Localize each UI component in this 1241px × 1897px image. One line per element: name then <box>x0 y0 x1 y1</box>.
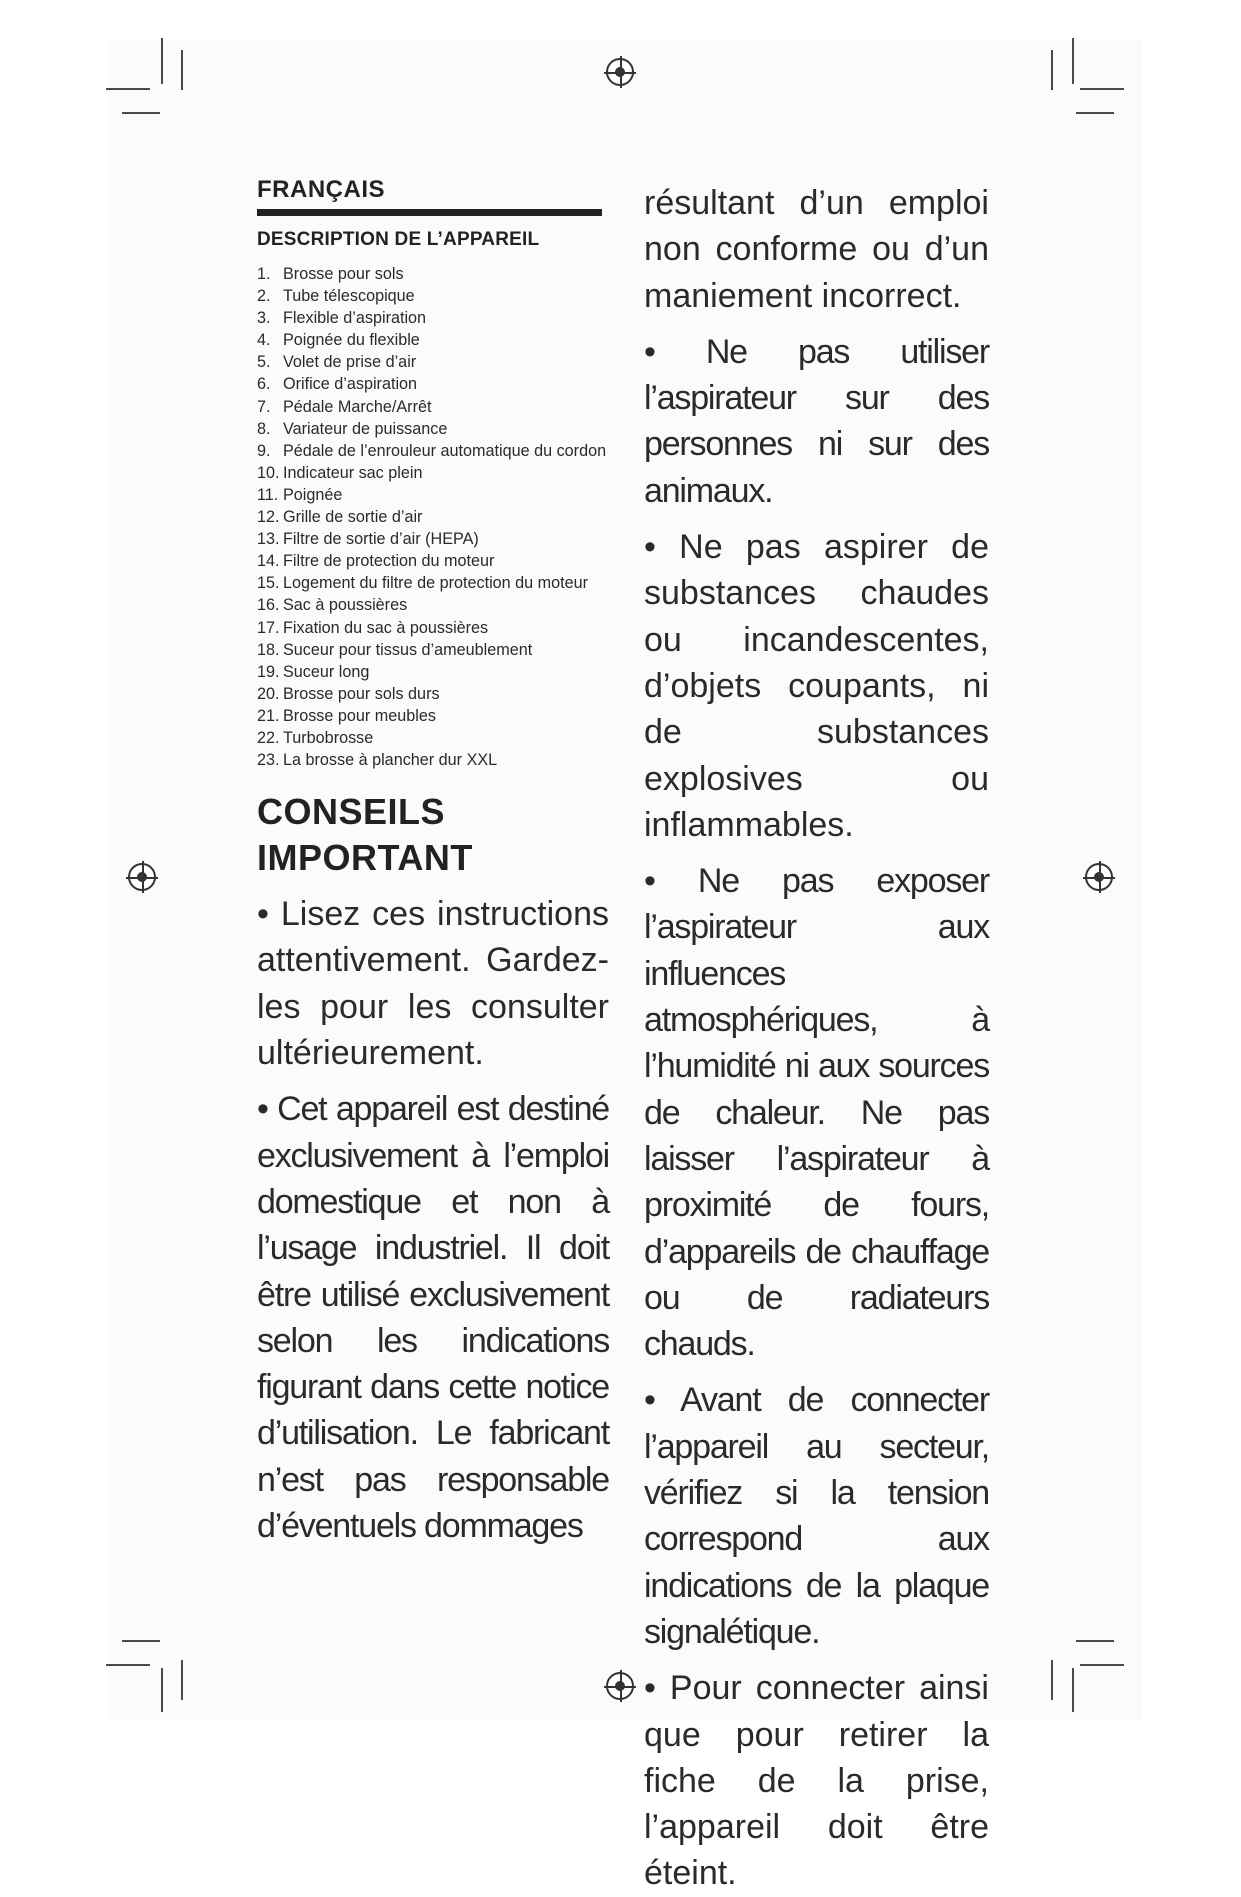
registration-mark-icon <box>606 1672 634 1700</box>
instruction-paragraph: • Pour connecter ainsi que pour retirer la fiche de la prise, l’appareil doit être éteint. <box>644 1669 989 1893</box>
list-item: 7. Pédale Marche/Arrêt <box>257 397 432 416</box>
instruction-paragraph: • Ne pas aspirer de substances chaudes ou incandescentes, d’objets coupants, ni de substances explosives ou inflammables. <box>644 528 989 844</box>
list-item: 9. Pédale de l’enrouleur automatique du cordon <box>257 441 607 460</box>
list-item: 16. Sac à poussières <box>257 596 408 615</box>
list-item: 19. Suceur long <box>257 662 370 681</box>
list-item: 22. Turbobrosse <box>257 728 374 747</box>
registration-mark-icon <box>128 863 156 891</box>
crop-mark <box>122 112 160 114</box>
list-item: 12. Grille de sortie d’air <box>257 508 423 527</box>
conseils-title-line1: CONSEILS <box>257 791 446 833</box>
registration-mark-icon <box>1085 863 1113 891</box>
instruction-paragraph: • Ne pas exposer l’aspirateur aux influences atmosphériques, à l’humidité ni aux sources de chaleur. Ne pas laisser l’aspirateur à proximité de fours, d’appareils de chauffage ou de radiateurs chauds. <box>644 862 989 1364</box>
crop-mark <box>181 50 183 90</box>
list-item: 1. Brosse pour sols <box>257 265 404 283</box>
instruction-paragraph: résultant d’un emploi non conforme ou d’un maniement incorrect. <box>644 184 989 315</box>
list-item: 10. Indicateur sac plein <box>257 463 423 482</box>
list-item: 18. Suceur pour tissus d’ameublement <box>257 640 533 659</box>
registration-mark-icon <box>606 58 634 86</box>
language-heading: FRANÇAIS <box>257 176 602 216</box>
list-item: 15. Logement du filtre de protection du moteur <box>257 574 589 593</box>
list-item: 2. Tube télescopique <box>257 287 415 306</box>
crop-mark <box>1080 1664 1124 1666</box>
list-item: 14. Filtre de protection du moteur <box>257 552 495 571</box>
crop-mark <box>1076 112 1114 114</box>
crop-mark <box>122 1640 160 1642</box>
list-item: 6. Orifice d’aspiration <box>257 375 418 394</box>
list-item: 4. Poignée du flexible <box>257 331 420 350</box>
right-column <box>644 180 989 1897</box>
crop-mark <box>1080 88 1124 90</box>
crop-mark <box>106 88 150 90</box>
instruction-paragraph: • Cet appareil est destiné exclusivement à l’emploi domestique et non à l’usage industriel. Il doit être utilisé exclusivement selon les indications figurant dans cette notice d’utilisation. Le fabricant n’est pas responsable d’éventuels dommages <box>257 1090 609 1546</box>
instruction-paragraph: • Avant de connecter l’appareil au secteur, vérifiez si la tension correspond aux indications de la plaque signalétique. <box>644 1381 989 1651</box>
crop-mark <box>161 1668 163 1712</box>
left-column <box>257 176 609 1549</box>
crop-mark <box>1051 1660 1053 1700</box>
list-item: 20. Brosse pour sols durs <box>257 684 440 703</box>
list-item: 3. Flexible d’aspiration <box>257 309 427 328</box>
conseils-heading <box>257 789 609 881</box>
instruction-paragraph: • Ne pas utiliser l’aspirateur sur des personnes ni sur des animaux. <box>644 332 989 510</box>
crop-mark <box>106 1664 150 1666</box>
crop-mark <box>1051 50 1053 90</box>
crop-mark <box>1076 1640 1114 1642</box>
list-item: 13. Filtre de sortie d’air (HEPA) <box>257 530 479 549</box>
list-item: 21. Brosse pour meubles <box>257 706 436 725</box>
list-item: 23. La brosse à plancher dur XXL <box>257 751 498 770</box>
parts-list <box>257 263 609 771</box>
list-item: 11. Poignée <box>257 485 343 504</box>
description-heading: DESCRIPTION DE L’APPAREIL <box>257 229 540 250</box>
instruction-paragraph: • Lisez ces instructions attentivement. Gardez-les pour les consulter ultérieurement. <box>257 895 609 1073</box>
crop-mark <box>1072 1668 1074 1712</box>
crop-mark <box>161 38 163 84</box>
list-item: 17. Fixation du sac à poussières <box>257 618 489 637</box>
list-item: 5. Volet de prise d’air <box>257 353 417 372</box>
crop-mark <box>181 1660 183 1700</box>
crop-mark <box>1072 38 1074 84</box>
conseils-title-line2: IMPORTANT <box>257 837 473 879</box>
list-item: 8. Variateur de puissance <box>257 419 448 438</box>
